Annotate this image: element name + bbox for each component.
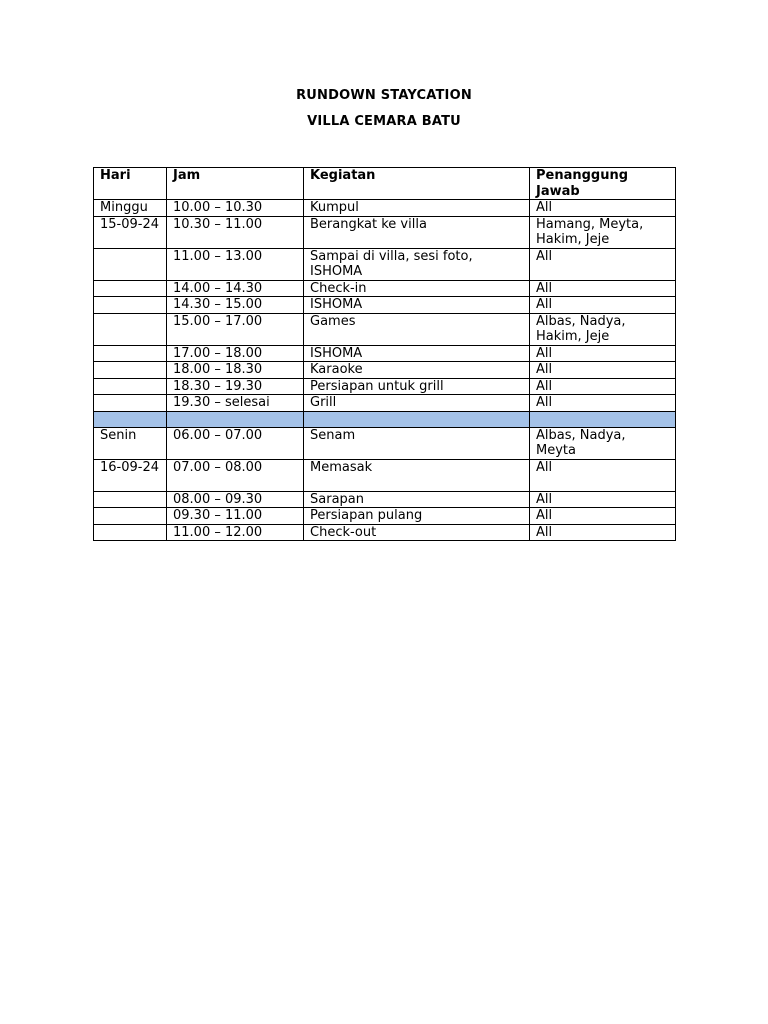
cell-jam: 17.00 – 18.00 <box>167 345 304 362</box>
header-penanggung-jawab: Penanggung Jawab <box>530 168 676 200</box>
cell-hari <box>94 395 167 412</box>
divider-cell <box>94 411 167 427</box>
cell-pj: Albas, Nadya, Meyta <box>530 427 676 459</box>
cell-kegiatan: Check-in <box>304 280 530 297</box>
cell-jam: 11.00 – 13.00 <box>167 248 304 280</box>
cell-hari: Senin <box>94 427 167 459</box>
cell-jam: 18.30 – 19.30 <box>167 378 304 395</box>
cell-kegiatan: Persiapan pulang <box>304 508 530 525</box>
table-row <box>94 508 676 525</box>
table-row <box>94 459 676 491</box>
cell-kegiatan: Senam <box>304 427 530 459</box>
cell-jam: 07.00 – 08.00 <box>167 459 304 491</box>
document-subtitle: VILLA CEMARA BATU <box>307 114 461 129</box>
rundown-table <box>93 167 676 541</box>
table-row <box>94 427 676 459</box>
cell-hari <box>94 313 167 345</box>
cell-hari <box>94 524 167 541</box>
table-row <box>94 216 676 248</box>
cell-hari <box>94 491 167 508</box>
divider-cell <box>530 411 676 427</box>
cell-kegiatan: Kumpul <box>304 200 530 217</box>
cell-jam: 15.00 – 17.00 <box>167 313 304 345</box>
cell-jam: 14.30 – 15.00 <box>167 297 304 314</box>
cell-kegiatan: Memasak <box>304 459 530 491</box>
cell-jam: 10.00 – 10.30 <box>167 200 304 217</box>
cell-pj: All <box>530 395 676 412</box>
table-row <box>94 491 676 508</box>
table-row <box>94 378 676 395</box>
divider-cell <box>304 411 530 427</box>
cell-jam: 08.00 – 09.30 <box>167 491 304 508</box>
cell-pj: All <box>530 362 676 379</box>
table-row <box>94 280 676 297</box>
cell-pj: All <box>530 345 676 362</box>
divider-cell <box>167 411 304 427</box>
table-row <box>94 345 676 362</box>
cell-jam: 10.30 – 11.00 <box>167 216 304 248</box>
cell-kegiatan: Berangkat ke villa <box>304 216 530 248</box>
cell-hari: Minggu <box>94 200 167 217</box>
table-row <box>94 248 676 280</box>
table-row <box>94 313 676 345</box>
header-hari: Hari <box>94 168 167 200</box>
cell-hari <box>94 297 167 314</box>
table-row <box>94 524 676 541</box>
cell-pj: All <box>530 459 676 491</box>
cell-pj: All <box>530 491 676 508</box>
cell-kegiatan: Grill <box>304 395 530 412</box>
table-row <box>94 362 676 379</box>
table-row <box>94 395 676 412</box>
cell-pj: All <box>530 524 676 541</box>
cell-pj: All <box>530 248 676 280</box>
cell-kegiatan: Sarapan <box>304 491 530 508</box>
document-title: RUNDOWN STAYCATION <box>296 88 472 103</box>
cell-hari <box>94 280 167 297</box>
cell-jam: 19.30 – selesai <box>167 395 304 412</box>
cell-pj: All <box>530 200 676 217</box>
cell-kegiatan: ISHOMA <box>304 297 530 314</box>
cell-hari <box>94 345 167 362</box>
table-row <box>94 200 676 217</box>
cell-kegiatan: Persiapan untuk grill <box>304 378 530 395</box>
cell-pj: All <box>530 280 676 297</box>
cell-pj: Hamang, Meyta, Hakim, Jeje <box>530 216 676 248</box>
cell-kegiatan: ISHOMA <box>304 345 530 362</box>
cell-jam: 18.00 – 18.30 <box>167 362 304 379</box>
cell-hari <box>94 378 167 395</box>
cell-kegiatan: Check-out <box>304 524 530 541</box>
cell-hari: 16-09-24 <box>94 459 167 491</box>
cell-jam: 11.00 – 12.00 <box>167 524 304 541</box>
table-header-row <box>94 168 676 200</box>
cell-jam: 14.00 – 14.30 <box>167 280 304 297</box>
cell-hari: 15-09-24 <box>94 216 167 248</box>
cell-hari <box>94 508 167 525</box>
cell-jam: 06.00 – 07.00 <box>167 427 304 459</box>
day-divider-row <box>94 411 676 427</box>
header-jam: Jam <box>167 168 304 200</box>
cell-pj: All <box>530 378 676 395</box>
cell-hari <box>94 362 167 379</box>
cell-pj: All <box>530 508 676 525</box>
table-row <box>94 297 676 314</box>
cell-kegiatan: Sampai di villa, sesi foto, ISHOMA <box>304 248 530 280</box>
cell-hari <box>94 248 167 280</box>
cell-jam: 09.30 – 11.00 <box>167 508 304 525</box>
header-kegiatan: Kegiatan <box>304 168 530 200</box>
cell-kegiatan: Games <box>304 313 530 345</box>
cell-pj: All <box>530 297 676 314</box>
cell-kegiatan: Karaoke <box>304 362 530 379</box>
cell-pj: Albas, Nadya, Hakim, Jeje <box>530 313 676 345</box>
